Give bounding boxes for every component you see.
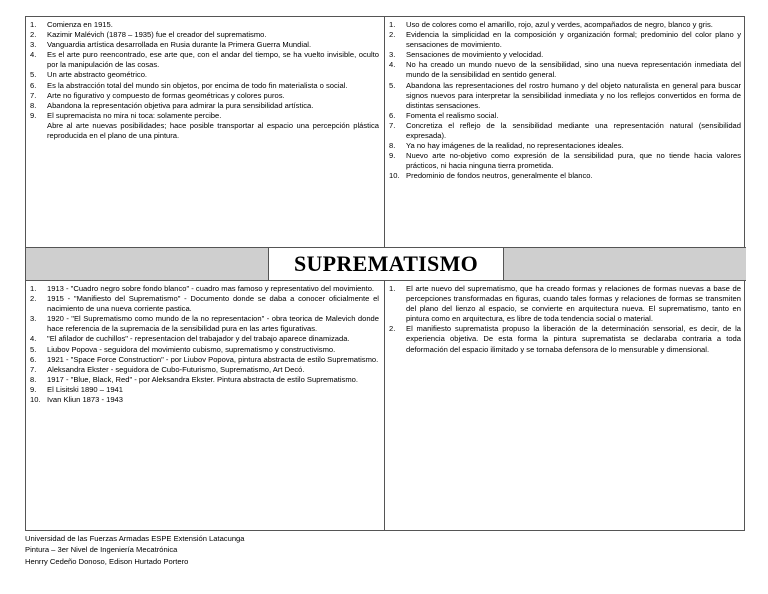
title-band-right-shade — [504, 248, 746, 280]
footer — [25, 533, 745, 567]
top-right-cell — [385, 17, 746, 248]
list-item — [30, 395, 379, 405]
list-item-number: 8. — [389, 141, 396, 151]
list-item — [30, 334, 379, 344]
top-right-list — [389, 20, 741, 182]
footer-line-course: Pintura – 3er Nivel de Ingeniería Mecatrónica — [25, 545, 178, 555]
bottom-left-cell — [26, 281, 385, 530]
list-item-number: 10. — [389, 171, 400, 181]
list-item-number: 2. — [389, 30, 396, 40]
list-item-text: Fomenta el realismo social. — [406, 110, 499, 120]
list-item-text: Es la abstracción total del mundo sin objetos, por encima de todo fin materialista o social. — [47, 80, 348, 90]
list-item — [30, 81, 379, 91]
list-item-text: El supremacista no mira ni toca: solamente percibe. — [47, 110, 222, 120]
list-item — [389, 171, 741, 181]
list-item-number: 4. — [389, 60, 396, 70]
list-item — [389, 121, 741, 141]
list-item-number: 8. — [30, 100, 37, 110]
document-sheet — [25, 16, 745, 567]
list-item-number: 3. — [30, 314, 37, 324]
list-item-text: El Lisitski 1890 – 1941 — [47, 384, 123, 394]
list-item-text: Kazimir Malévich (1878 – 1935) fue el creador del suprematismo. — [47, 30, 267, 40]
footer-line-university: Universidad de las Fuerzas Armadas ESPE Extensión Latacunga — [25, 534, 245, 543]
list-item-text: Nuevo arte no-objetivo como expresión de la sensibilidad pura, que no tiende hacia valores prácticos, ni hacia ninguna tierra prometida. — [406, 151, 741, 171]
list-item-text: 1917 - "Blue, Black, Red" - por Aleksandra Ekster. Pintura abstracta de estilo Suprematismo. — [47, 374, 358, 384]
list-item-text: Predominio de fondos neutros, generalmente el blanco. — [406, 171, 593, 181]
list-item — [389, 141, 741, 151]
list-item-text: Liubov Popova - seguidora del movimiento cubismo, suprematismo y constructivismo. — [47, 344, 336, 354]
list-item — [30, 20, 379, 30]
list-item — [30, 355, 379, 365]
list-item — [389, 324, 741, 354]
list-item — [30, 365, 379, 375]
list-item-number: 2. — [389, 324, 396, 334]
list-item — [30, 385, 379, 395]
title-band — [26, 248, 746, 281]
list-item-number: 9. — [30, 110, 37, 120]
page-title: SUPREMATISMO — [268, 248, 504, 280]
list-item — [389, 20, 741, 30]
list-item-text: Ya no hay imágenes de la realidad, no representaciones ideales. — [406, 141, 624, 151]
list-item-text: Un arte abstracto geométrico. — [47, 70, 148, 80]
list-item-text: 1915 - "Manifiesto del Suprematismo" - Documento donde se daba a conocer oficialmente el nacimiento de una nueva corriente pastica. — [47, 294, 379, 314]
bottom-right-list — [389, 284, 741, 355]
list-item-number: 6. — [389, 110, 396, 120]
list-item — [389, 30, 741, 50]
list-item-number: 1. — [30, 20, 37, 29]
list-item-text: Concretiza el reflejo de la sensibilidad mediante una representación natural (sensibilidad expresada). — [406, 120, 741, 141]
list-item-text: Uso de colores como el amarillo, rojo, azul y verdes, acompañados de negro, blanco y gris. — [406, 20, 713, 29]
top-left-list — [30, 20, 379, 121]
list-item-number: 8. — [30, 374, 37, 384]
list-item-text: Es el arte puro reencontrado, ese arte que, con el andar del tiempo, se ha vuelto invisible, oculto por la manipulación de las cosas. — [47, 50, 379, 70]
list-item-text: Comienza en 1915. — [47, 20, 113, 29]
list-item-number: 5. — [389, 80, 396, 90]
list-item-number: 4. — [30, 334, 37, 344]
list-item — [30, 70, 379, 80]
list-item-number: 6. — [30, 354, 37, 364]
footer-line-authors: Henrry Cedeño Donoso, Edison Hurtado Portero — [25, 556, 189, 566]
list-item-number: 7. — [30, 90, 37, 100]
list-item — [30, 101, 379, 111]
list-item-number: 6. — [30, 80, 37, 90]
list-item-number: 1. — [389, 20, 396, 29]
list-item-text: Sensaciones de movimiento y velocidad. — [406, 50, 544, 60]
list-item-number: 9. — [389, 151, 396, 161]
list-item-text: 1921 - "Space Force Construction" - por Liubov Popova, pintura abstracta de estilo Suprematismo. — [47, 354, 379, 364]
list-item-number: 2. — [30, 30, 37, 40]
list-item — [389, 50, 741, 60]
list-item — [30, 111, 379, 121]
top-left-extra-text: Abre al arte nuevas posibilidades; hace posible transportar al espacio una percepción plástica reproducida en el plano de una pintura. — [47, 120, 379, 141]
list-item-number: 10. — [30, 395, 41, 405]
list-item-number: 5. — [30, 70, 37, 80]
list-item — [30, 345, 379, 355]
list-item-text: Abandona las representaciones del rostro humano y del objeto naturalista en general para buscar signos nuevos para interpretar la sensibilidad inmediata y no los reflejos convertidos en forma de distintas sensaciones. — [406, 80, 741, 110]
list-item-text: Evidencia la simplicidad en la composición y organización formal; predominio del color plano y sensaciones de movimiento. — [406, 30, 741, 50]
list-item-number: 7. — [30, 364, 37, 374]
list-item — [30, 284, 379, 294]
list-item-number: 5. — [30, 344, 37, 354]
list-item-text: 1920 - "El Suprematismo como mundo de la no representacion" - obra teorica de Malevich donde hace referencia de la supremacia de la sensibilidad pura en las artes figurativas. — [47, 314, 379, 334]
top-left-cell — [26, 17, 385, 248]
list-item-text: Arte no figurativo y compuesto de formas geométricas y colores puros. — [47, 90, 285, 100]
list-item-text: Vanguardia artística desarrollada en Rusia durante la Primera Guerra Mundial. — [47, 40, 312, 50]
list-item-text: Aleksandra Ekster - seguidora de Cubo-Futurismo, Suprematismo, Art Decó. — [47, 364, 305, 374]
list-item — [30, 375, 379, 385]
list-item-number: 3. — [389, 50, 396, 60]
list-item-text: "El afilador de cuchillos" - representacion del trabajador y del trabajo aparece dinamizada. — [47, 334, 350, 344]
list-item-number: 1. — [389, 284, 396, 293]
list-item-number: 7. — [389, 120, 396, 130]
list-item-text: Ivan Kliun 1873 - 1943 — [47, 395, 123, 405]
list-item-number: 4. — [30, 50, 37, 60]
list-item — [30, 294, 379, 314]
bottom-left-list — [30, 284, 379, 405]
list-item — [30, 50, 379, 70]
list-item — [389, 151, 741, 171]
content-table — [25, 16, 745, 531]
list-item — [30, 91, 379, 101]
list-item-number: 2. — [30, 294, 37, 304]
list-item — [389, 60, 741, 80]
list-item — [389, 81, 741, 111]
list-item-text: No ha creado un mundo nuevo de la sensibilidad, sino una nueva representación inmediata del mundo de la sensibilidad en sentido general. — [406, 60, 741, 80]
list-item-number: 9. — [30, 384, 37, 394]
list-item-text: Abandona la representación objetiva para admirar la pura sensibilidad artística. — [47, 100, 314, 110]
list-item-number: 1. — [30, 284, 37, 293]
list-item-text: El manifiesto suprematista propuso la liberación de la determinación sensorial, es decir, de la experiencia objetiva. De esta forma la pintura suprematista se declaraba contraria a toda deformación del espacio ilimitado y se tornaba defensora de lo mensurable y dimensional. — [406, 324, 741, 354]
list-item — [389, 284, 741, 324]
list-item — [389, 111, 741, 121]
list-item — [30, 30, 379, 40]
title-band-left-shade — [26, 248, 268, 280]
bottom-right-cell — [385, 281, 746, 530]
list-item — [30, 40, 379, 50]
list-item-text: 1913 - "Cuadro negro sobre fondo blanco" - cuadro mas famoso y representativo del movimiento. — [47, 284, 375, 293]
list-item-text: El arte nuevo del suprematismo, que ha creado formas y relaciones de formas nuevas a base de percepciones transformadas en figuras, cuando tales formas y relaciones de formas se transmiten del plano del lienzo al espacio, se convierte en arquitectura nueva. El suprematismo, tanto en pintura como en arquitectura, es libre de toda tendencia social o material. — [406, 284, 741, 324]
list-item — [30, 314, 379, 334]
list-item-number: 3. — [30, 40, 37, 50]
